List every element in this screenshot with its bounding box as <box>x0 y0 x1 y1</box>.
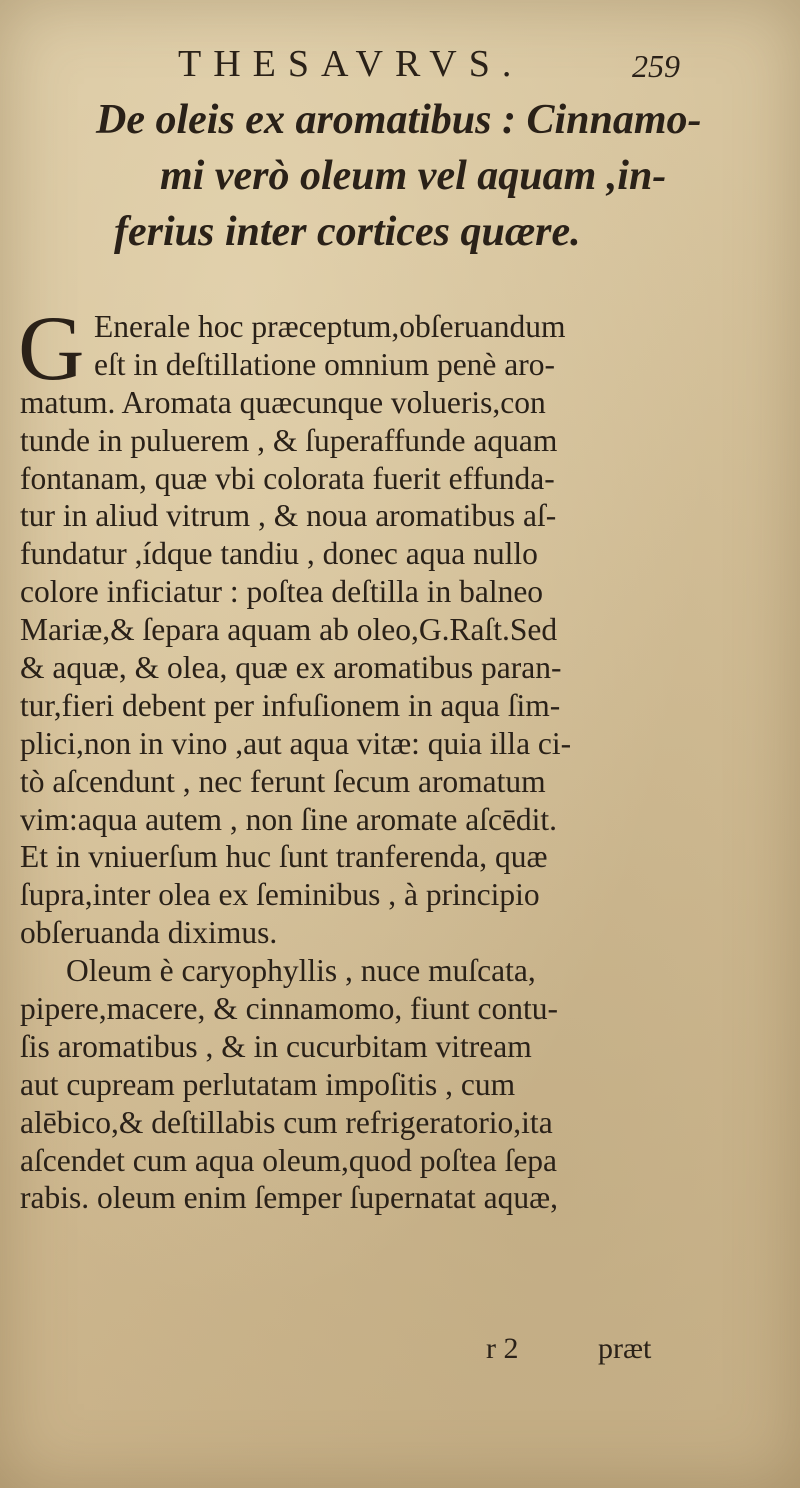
heading-line: De oleis ex aromatibus : Cinnamo- <box>96 97 702 143</box>
heading-line: mi verò oleum vel aquam ,in- <box>160 153 667 199</box>
text-line: aſcendet cum aqua oleum,quod poſtea ſepa <box>20 1142 558 1178</box>
text-line: fundatur ,ídque tandiu , donec aqua nullo <box>20 536 538 572</box>
text-line: pipere,macere, & cinnamomo, fiunt contu- <box>20 991 558 1027</box>
text-line: rabis. oleum enim ſemper ſupernatat aquæ, <box>20 1180 558 1216</box>
signature-mark: r 2 <box>486 1332 519 1365</box>
page-number: 259 <box>632 48 680 84</box>
text-line: tunde in puluerem , & ſuperaffunde aquam <box>20 422 558 458</box>
text-line: tur in aliud vitrum , & noua aromatibus aſ- <box>20 498 557 534</box>
text-line: obſeruanda diximus. <box>20 915 278 951</box>
text-line: Et in vniuerſum huc ſunt tranferenda, quæ <box>20 839 548 875</box>
body-text <box>18 297 710 1217</box>
text-line: plici,non in vino ,aut aqua vitæ: quia illa ci- <box>20 725 572 761</box>
text-line: colore inficiatur : poſtea deſtilla in balneo <box>20 574 544 610</box>
running-head <box>0 40 800 90</box>
drop-cap: G <box>18 297 85 399</box>
section-heading <box>96 92 736 260</box>
text-line: ſupra,inter olea ex ſeminibus , à principio <box>20 877 540 913</box>
text-line: Mariæ,& ſepara aquam ab oleo,G.Raſt.Sed <box>20 612 558 648</box>
text-line: aut cupream perlutatam impoſitis , cum <box>20 1066 516 1102</box>
text-line: Oleum è caryophyllis , nuce muſcata, <box>66 953 536 989</box>
text-line: alēbico,& deſtillabis cum refrigeratorio,ita <box>20 1104 553 1140</box>
catchword: præt <box>598 1332 652 1365</box>
running-head-title: THESAVRVS. <box>178 43 524 85</box>
text-line: matum. Aromata quæcunque volueris,con <box>20 384 546 420</box>
text-line: vim:aqua autem , non ſine aromate aſcēdit. <box>20 801 558 837</box>
heading-line: ferius inter cortices quære. <box>114 209 581 255</box>
text-line: fontanam, quæ vbi colorata fuerit effunda- <box>20 460 555 496</box>
text-line: & aquæ, & olea, quæ ex aromatibus paran- <box>20 650 562 686</box>
text-line: eſt in deſtillatione omnium penè aro- <box>94 346 555 382</box>
text-line: ſis aromatibus , & in cucurbitam vitream <box>20 1028 532 1064</box>
text-line: tur,fieri debent per infuſionem in aqua ſim- <box>20 687 561 723</box>
text-line: Enerale hoc præceptum,obſeruandum <box>94 309 566 344</box>
text-line: tò aſcendunt , nec ferunt ſecum aromatum <box>20 763 546 799</box>
